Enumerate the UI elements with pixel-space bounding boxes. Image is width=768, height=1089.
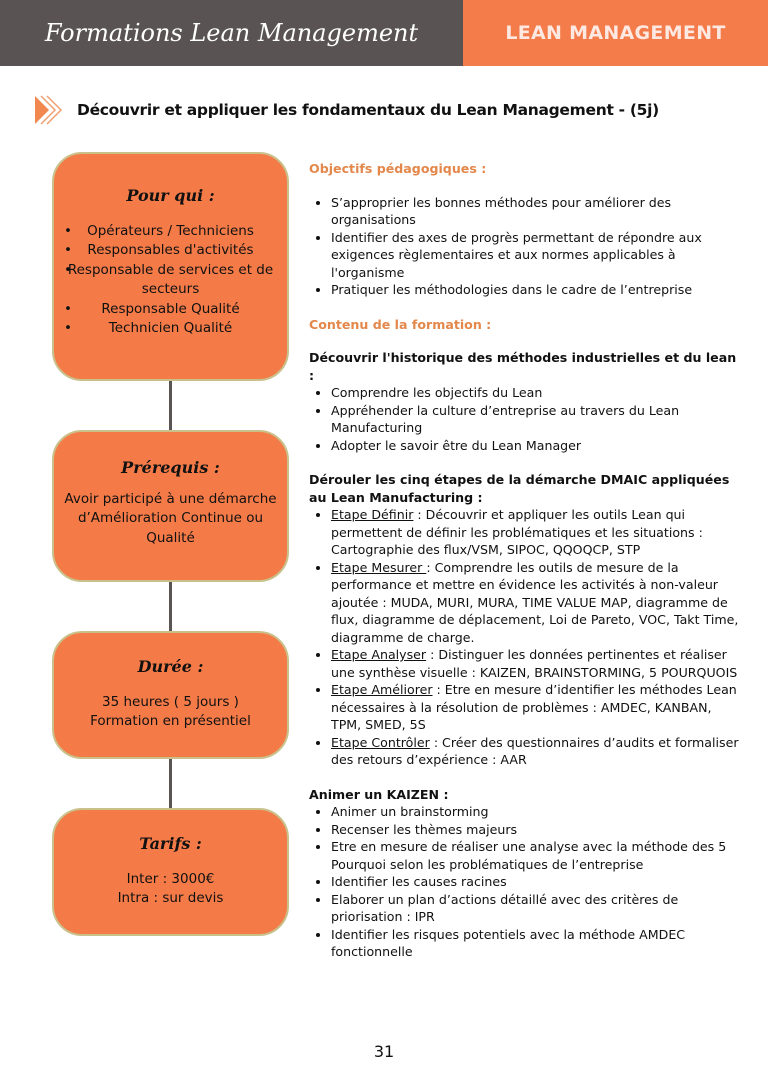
list-item: • Pratiquer les méthodologies dans le cadre de l’entreprise: [331, 281, 739, 299]
step-text: : Découvrir et appliquer les outils Lean qui permettent de définir les problématiques et les situations : Cartographie des flux/VSM, SIPOC, QQOQCP, STP: [331, 507, 703, 557]
duree-hours: 35 heures ( 5 jours ): [102, 693, 239, 710]
section-heading: Découvrir l'historique des méthodes industrielles et du lean :: [309, 350, 737, 383]
audience-item: • Responsables d'activités: [54, 241, 287, 261]
prerequis-box: [52, 430, 289, 582]
section-heading: Animer un KAIZEN :: [309, 786, 449, 802]
header-title: Formations Lean Management: [0, 0, 463, 66]
list-item: [331, 681, 739, 734]
list-item: • Identifier les risques potentiels avec la méthode AMDEC fonctionnelle: [331, 926, 739, 961]
list-item: • Recenser les thèmes majeurs: [331, 821, 739, 839]
list-item: • Animer un brainstorming: [331, 803, 739, 821]
tarif-inter: Inter : 3000€: [126, 870, 215, 887]
list-item: • S’approprier les bonnes méthodes pour améliorer des organisations: [331, 194, 739, 229]
tarif-intra: Intra : sur devis: [117, 890, 224, 906]
tarifs-box: [52, 808, 289, 936]
list-item: [331, 734, 739, 769]
step-label: Etape Mesurer: [331, 559, 427, 575]
prerequis-title: Prérequis :: [121, 458, 220, 477]
tarifs-title: Tarifs :: [139, 834, 202, 853]
step-text: : Etre en mesure d’identifier les méthodes Lean nécessaires à la résolution de problèmes : AMDEC, KANBAN, TPM, SMED, 5S: [331, 682, 737, 732]
page-number: 31: [373, 1042, 395, 1061]
step-text: : Distinguer les données pertinentes et réaliser une synthèse visuelle : KAIZEN, BRAINSTORMING, 5 POURQUOIS: [331, 647, 738, 680]
step-text: : Créer des questionnaires d’audits et formaliser des retours d’expérience : AAR: [331, 734, 739, 767]
list-item: • Identifier les causes racines: [331, 873, 739, 891]
pour-qui-title: Pour qui :: [126, 186, 215, 205]
duree-box: [52, 631, 289, 759]
audience-item: • Responsable Qualité: [54, 300, 287, 320]
audience-item: • Opérateurs / Techniciens: [54, 222, 287, 242]
audience-item: • Responsable de services et de secteurs: [54, 261, 287, 300]
prerequis-text: Avoir participé à une démarche d’Amélioration Continue ou Qualité: [64, 490, 277, 546]
list-item: • Comprendre les objectifs du Lean: [331, 384, 739, 402]
section-heading: Dérouler les cinq étapes de la démarche DMAIC appliquées au Lean Manufacturing :: [309, 472, 730, 505]
list-item: • Identifier des axes de progrès permettant de répondre aux exigences règlementaires et aux normes applicables à l'organisme: [331, 229, 739, 282]
course-title: [33, 94, 659, 126]
content-column: [309, 160, 739, 978]
step-label: Etape Analyser: [331, 647, 427, 662]
duree-title: Durée :: [137, 657, 204, 676]
step-text: : Comprendre les outils de mesure de la performance et mettre en évidence les activités à non-valeur ajoutée : MUDA, MURI, MURA, TIME VALUE MAP, diagramme de flux, diagramme de déplacement, Loi de Pareto, VOC, Takt Time, diagramme de charge.: [331, 559, 739, 645]
step-label: Etape Améliorer: [331, 682, 433, 697]
list-item: [331, 506, 739, 559]
step-label: Etape Contrôler: [331, 734, 430, 750]
list-item: [331, 559, 739, 647]
list-item: • Appréhender la culture d’entreprise au travers du Lean Manufacturing: [331, 402, 739, 437]
audience-item: • Technicien Qualité: [54, 319, 287, 339]
objectifs-list: [309, 194, 739, 299]
step-label: Etape Définir: [331, 507, 414, 522]
list-item: • Elaborer un plan d’actions détaillé avec des critères de priorisation : IPR: [331, 891, 739, 926]
double-arrow-icon: [33, 94, 69, 126]
contenu-heading: Contenu de la formation :: [309, 316, 492, 332]
list-item: • Etre en mesure de réaliser une analyse avec la méthode des 5 Pourquoi selon les problématiques de l’entreprise: [331, 838, 739, 873]
duree-format: Formation en présentiel: [90, 713, 251, 729]
pour-qui-box: [52, 152, 289, 381]
list-item: [331, 646, 739, 681]
header-category: LEAN MANAGEMENT: [463, 0, 768, 66]
objectifs-heading: Objectifs pédagogiques :: [309, 161, 487, 176]
list-item: • Adopter le savoir être du Lean Manager: [331, 437, 739, 455]
course-title-text: Découvrir et appliquer les fondamentaux du Lean Management - (5j): [77, 101, 659, 119]
